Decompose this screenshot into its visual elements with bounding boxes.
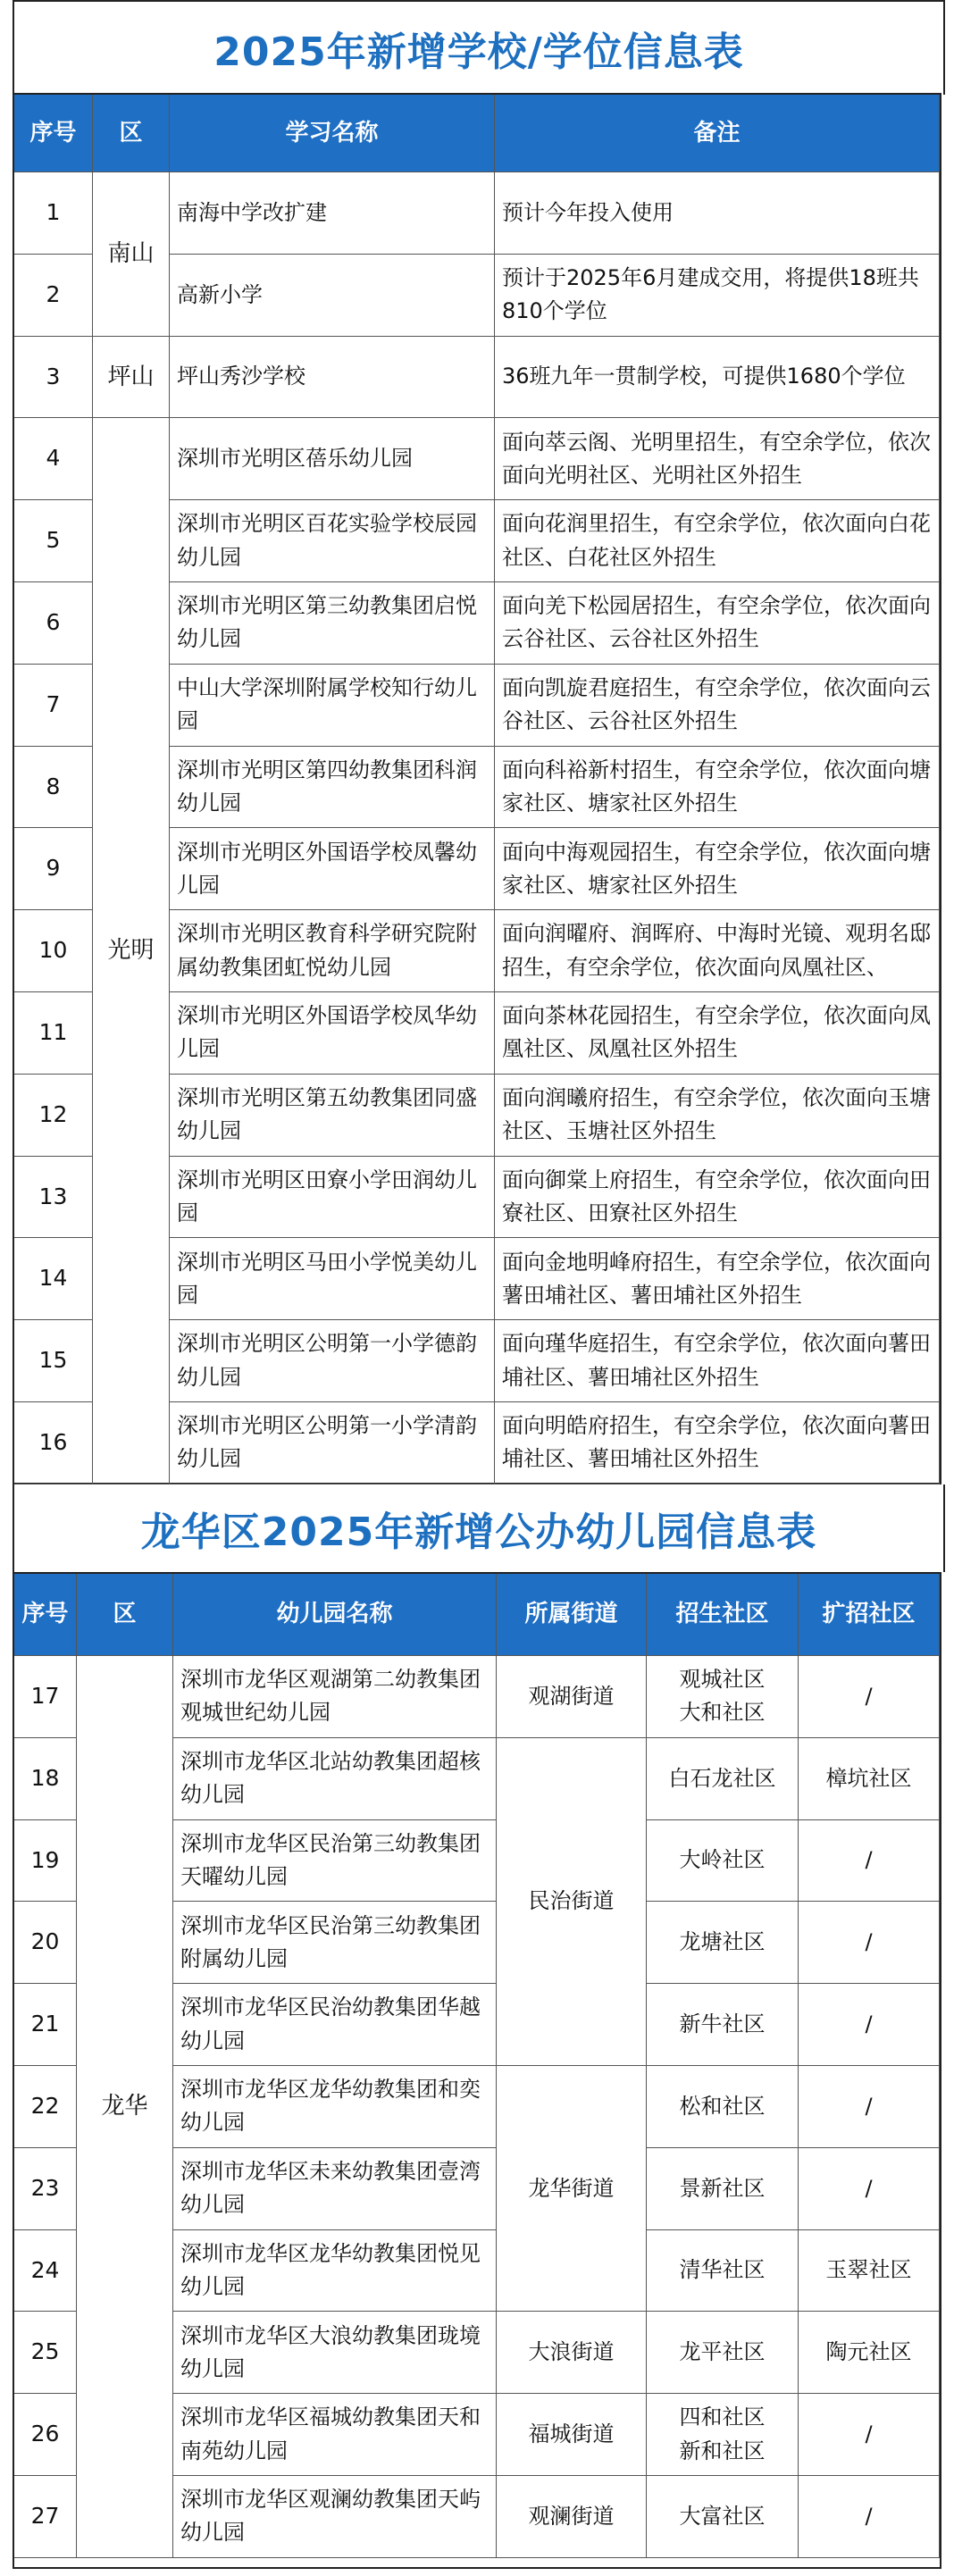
enroll-community: 四和社区 新和社区 <box>647 2394 799 2476</box>
row-number: 8 <box>14 747 93 829</box>
table-header-cell: 序号 <box>14 95 93 172</box>
enroll-community: 景新社区 <box>647 2148 799 2230</box>
row-number: 5 <box>14 500 93 582</box>
row-number: 2 <box>14 255 93 337</box>
school-name: 深圳市光明区第五幼教集团同盛幼儿园 <box>170 1075 495 1157</box>
district-cell: 龙华 <box>77 1656 173 2558</box>
kindergarten-name: 深圳市龙华区福城幼教集团天和南苑幼儿园 <box>173 2394 497 2476</box>
expand-community: / <box>799 1656 940 1738</box>
expand-community: / <box>799 1984 940 2066</box>
school-name: 坪山秀沙学校 <box>170 337 495 419</box>
table-header-cell: 所属街道 <box>497 1574 647 1656</box>
row-number: 10 <box>14 910 93 992</box>
kindergarten-name: 深圳市龙华区未来幼教集团壹湾幼儿园 <box>173 2148 497 2230</box>
row-number: 3 <box>14 337 93 419</box>
kindergarten-name: 深圳市龙华区观湖第二幼教集团观城世纪幼儿园 <box>173 1656 497 1738</box>
expand-community: / <box>799 2476 940 2558</box>
school-note: 面向御棠上府招生，有空余学位，依次面向田寮社区、田寮社区外招生 <box>495 1157 940 1239</box>
table-header-cell: 区 <box>77 1574 173 1656</box>
school-note: 面向金地明峰府招生，有空余学位，依次面向薯田埔社区、薯田埔社区外招生 <box>495 1238 940 1320</box>
row-number: 14 <box>14 1238 93 1320</box>
kindergarten-name: 深圳市龙华区大浪幼教集团珑境幼儿园 <box>173 2312 497 2394</box>
expand-community: / <box>799 1820 940 1903</box>
kindergarten-name: 深圳市龙华区民治第三幼教集团天曜幼儿园 <box>173 1820 497 1903</box>
expand-community: 陶元社区 <box>799 2312 940 2394</box>
row-number: 20 <box>14 1902 77 1984</box>
district-cell: 坪山 <box>93 337 170 419</box>
expand-community: 玉翠社区 <box>799 2230 940 2313</box>
enroll-community: 观城社区 大和社区 <box>647 1656 799 1738</box>
table-header-cell: 学习名称 <box>170 95 495 172</box>
school-name: 高新小学 <box>170 255 495 337</box>
enroll-community: 新牛社区 <box>647 1984 799 2066</box>
school-name: 深圳市光明区外国语学校凤华幼儿园 <box>170 992 495 1075</box>
table-header-cell: 招生社区 <box>647 1574 799 1656</box>
kindergarten-table <box>13 1572 941 2569</box>
school-note: 面向瑾华庭招生，有空余学位，依次面向薯田埔社区、薯田埔社区外招生 <box>495 1320 940 1402</box>
expand-community: / <box>799 2394 940 2476</box>
school-note: 面向羌下松园居招生，有空余学位，依次面向云谷社区、云谷社区外招生 <box>495 582 940 665</box>
school-note: 预计今年投入使用 <box>495 172 940 255</box>
kindergarten-name: 深圳市龙华区观澜幼教集团天屿幼儿园 <box>173 2476 497 2558</box>
row-number: 15 <box>14 1320 93 1402</box>
street-cell: 观澜街道 <box>497 2476 647 2558</box>
enroll-community: 白石龙社区 <box>647 1738 799 1820</box>
row-number: 19 <box>14 1820 77 1903</box>
school-note: 面向萃云阁、光明里招生，有空余学位，依次面向光明社区、光明社区外招生 <box>495 418 940 500</box>
row-number: 16 <box>14 1402 93 1485</box>
row-number: 25 <box>14 2312 77 2394</box>
street-cell: 民治街道 <box>497 1738 647 2066</box>
table-header-cell: 幼儿园名称 <box>173 1574 497 1656</box>
school-note: 面向花润里招生，有空余学位，依次面向白花社区、白花社区外招生 <box>495 500 940 582</box>
street-cell: 龙华街道 <box>497 2066 647 2312</box>
school-name: 深圳市光明区马田小学悦美幼儿园 <box>170 1238 495 1320</box>
kindergarten-name: 深圳市龙华区龙华幼教集团和奕幼儿园 <box>173 2066 497 2148</box>
kindergarten-name: 深圳市龙华区民治幼教集团华越幼儿园 <box>173 1984 497 2066</box>
kindergarten-name: 深圳市龙华区民治第三幼教集团附属幼儿园 <box>173 1902 497 1984</box>
school-name: 深圳市光明区公明第一小学德韵幼儿园 <box>170 1320 495 1402</box>
school-name: 南海中学改扩建 <box>170 172 495 255</box>
table1-title: 2025年新增学校/学位信息表 <box>13 0 945 95</box>
school-note: 面向茶林花园招生，有空余学位，依次面向凤凰社区、凤凰社区外招生 <box>495 992 940 1075</box>
enroll-community: 龙塘社区 <box>647 1902 799 1984</box>
kindergarten-name: 深圳市龙华区龙华幼教集团悦见幼儿园 <box>173 2230 497 2313</box>
row-number: 18 <box>14 1738 77 1820</box>
row-number: 21 <box>14 1984 77 2066</box>
table-header-cell: 序号 <box>14 1574 77 1656</box>
row-number: 12 <box>14 1075 93 1157</box>
row-number: 13 <box>14 1157 93 1239</box>
school-name: 深圳市光明区第三幼教集团启悦幼儿园 <box>170 582 495 665</box>
row-number: 9 <box>14 828 93 910</box>
district-cell: 南山 <box>93 172 170 337</box>
row-number: 24 <box>14 2230 77 2313</box>
row-number: 1 <box>14 172 93 255</box>
enroll-community: 松和社区 <box>647 2066 799 2148</box>
row-number: 26 <box>14 2394 77 2476</box>
row-number: 23 <box>14 2148 77 2230</box>
school-note: 面向中海观园招生，有空余学位，依次面向塘家社区、塘家社区外招生 <box>495 828 940 910</box>
street-cell: 福城街道 <box>497 2394 647 2476</box>
expand-community: / <box>799 1902 940 1984</box>
expand-community: 樟坑社区 <box>799 1738 940 1820</box>
row-number: 17 <box>14 1656 77 1738</box>
school-table <box>13 93 941 1485</box>
kindergarten-name: 深圳市龙华区北站幼教集团超核幼儿园 <box>173 1738 497 1820</box>
row-number: 6 <box>14 582 93 665</box>
school-name: 深圳市光明区第四幼教集团科润幼儿园 <box>170 747 495 829</box>
row-number: 22 <box>14 2066 77 2148</box>
school-name: 深圳市光明区百花实验学校辰园幼儿园 <box>170 500 495 582</box>
school-note: 面向明皓府招生，有空余学位，依次面向薯田埔社区、薯田埔社区外招生 <box>495 1402 940 1485</box>
table-header-cell: 扩招社区 <box>799 1574 940 1656</box>
school-name: 深圳市光明区公明第一小学清韵幼儿园 <box>170 1402 495 1485</box>
school-note: 36班九年一贯制学校，可提供1680个学位 <box>495 337 940 419</box>
school-name: 深圳市光明区田寮小学田润幼儿园 <box>170 1157 495 1239</box>
expand-community: / <box>799 2066 940 2148</box>
school-note: 预计于2025年6月建成交用，将提供18班共810个学位 <box>495 255 940 337</box>
table-header-cell: 区 <box>93 95 170 172</box>
street-cell: 大浪街道 <box>497 2312 647 2394</box>
street-cell: 观湖街道 <box>497 1656 647 1738</box>
district-cell: 光明 <box>93 418 170 1484</box>
row-number: 7 <box>14 665 93 747</box>
row-number: 11 <box>14 992 93 1075</box>
school-note: 面向润曦府招生，有空余学位，依次面向玉塘社区、玉塘社区外招生 <box>495 1075 940 1157</box>
row-number: 27 <box>14 2476 77 2558</box>
school-name: 深圳市光明区教育科学研究院附属幼教集团虹悦幼儿园 <box>170 910 495 992</box>
expand-community: / <box>799 2148 940 2230</box>
table2-title: 龙华区2025年新增公办幼儿园信息表 <box>13 1485 945 1572</box>
row-number: 4 <box>14 418 93 500</box>
enroll-community: 大岭社区 <box>647 1820 799 1903</box>
enroll-community: 龙平社区 <box>647 2312 799 2394</box>
school-note: 面向润曜府、润晖府、中海时光镜、观玥名邸招生，有空余学位，依次面向凤凰社区、 <box>495 910 940 992</box>
enroll-community: 清华社区 <box>647 2230 799 2313</box>
school-name: 深圳市光明区蓓乐幼儿园 <box>170 418 495 500</box>
school-note: 面向科裕新村招生，有空余学位，依次面向塘家社区、塘家社区外招生 <box>495 747 940 829</box>
enroll-community: 大富社区 <box>647 2476 799 2558</box>
table-header-cell: 备注 <box>495 95 940 172</box>
school-name: 中山大学深圳附属学校知行幼儿园 <box>170 665 495 747</box>
school-note: 面向凯旋君庭招生，有空余学位，依次面向云谷社区、云谷社区外招生 <box>495 665 940 747</box>
school-name: 深圳市光明区外国语学校凤馨幼儿园 <box>170 828 495 910</box>
